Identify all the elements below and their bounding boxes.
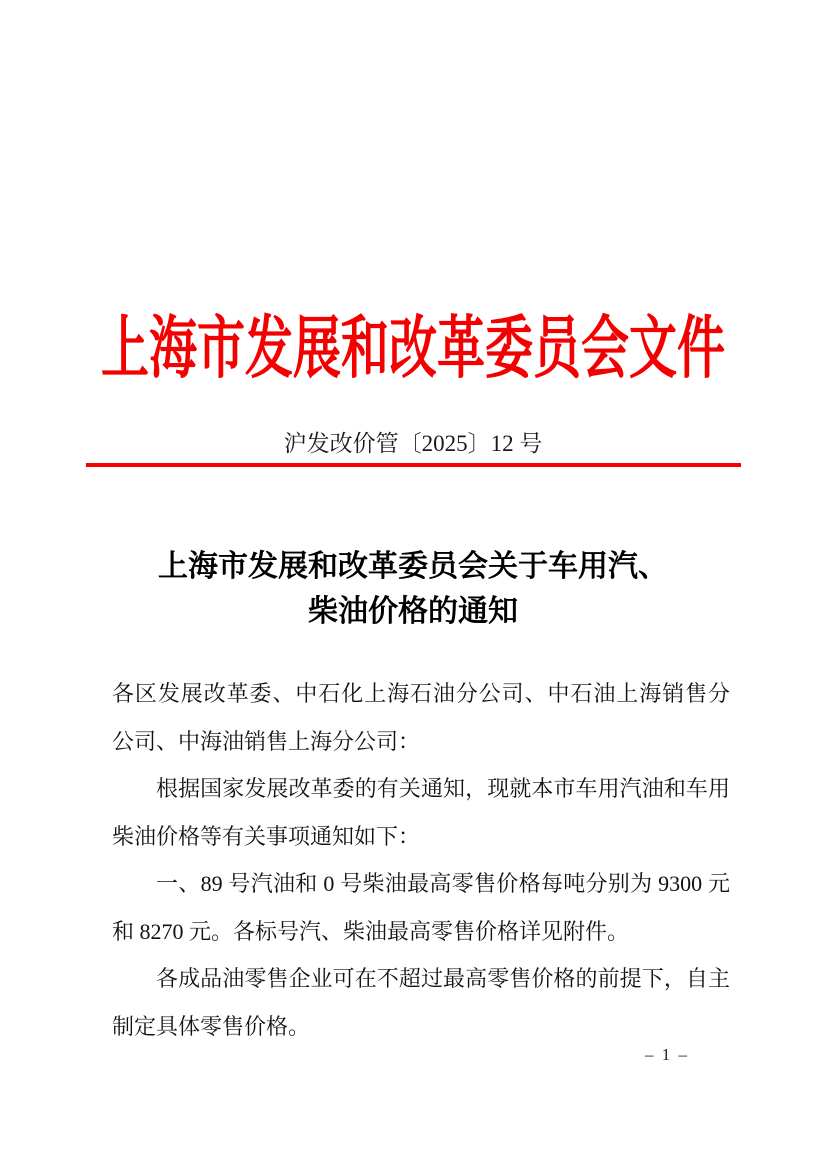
body-line-item-one-2: 和 8270 元。各标号汽、柴油最高零售价格详见附件。 bbox=[112, 918, 630, 944]
body-line-intro-1: 根据国家发展改革委的有关通知，现就本市车用汽油和车用 bbox=[156, 776, 730, 801]
body-line-intro-2: 柴油价格等有关事项通知如下： bbox=[112, 823, 421, 849]
document-number: 沪发改价管〔2025〕12 号 bbox=[283, 431, 543, 456]
letterhead-title: 上海市发展和改革委员会文件 bbox=[100, 311, 725, 387]
body-line-retail-1: 各成品油零售企业可在不超过最高零售价格的前提下，自主 bbox=[156, 966, 730, 991]
document-body bbox=[112, 670, 730, 1050]
body-line-retail-2: 制定具体零售价格。 bbox=[112, 1013, 311, 1039]
page-number: – 1 – bbox=[645, 1045, 689, 1064]
document-title-line-2: 柴油价格的通知 bbox=[308, 595, 518, 628]
red-separator-rule bbox=[86, 463, 741, 467]
body-line-addressees-2: 公司、中海油销售上海分公司： bbox=[112, 728, 421, 754]
document-title-line-1: 上海市发展和改革委员会关于车用汽、 bbox=[158, 550, 668, 583]
document-title bbox=[0, 544, 826, 634]
body-line-item-one-1: 一、89 号汽油和 0 号柴油最高零售价格每吨分别为 9300 元 bbox=[156, 871, 730, 896]
body-line-addressees-1: 各区发展改革委、中石化上海石油分公司、中石油上海销售分 bbox=[112, 681, 730, 706]
